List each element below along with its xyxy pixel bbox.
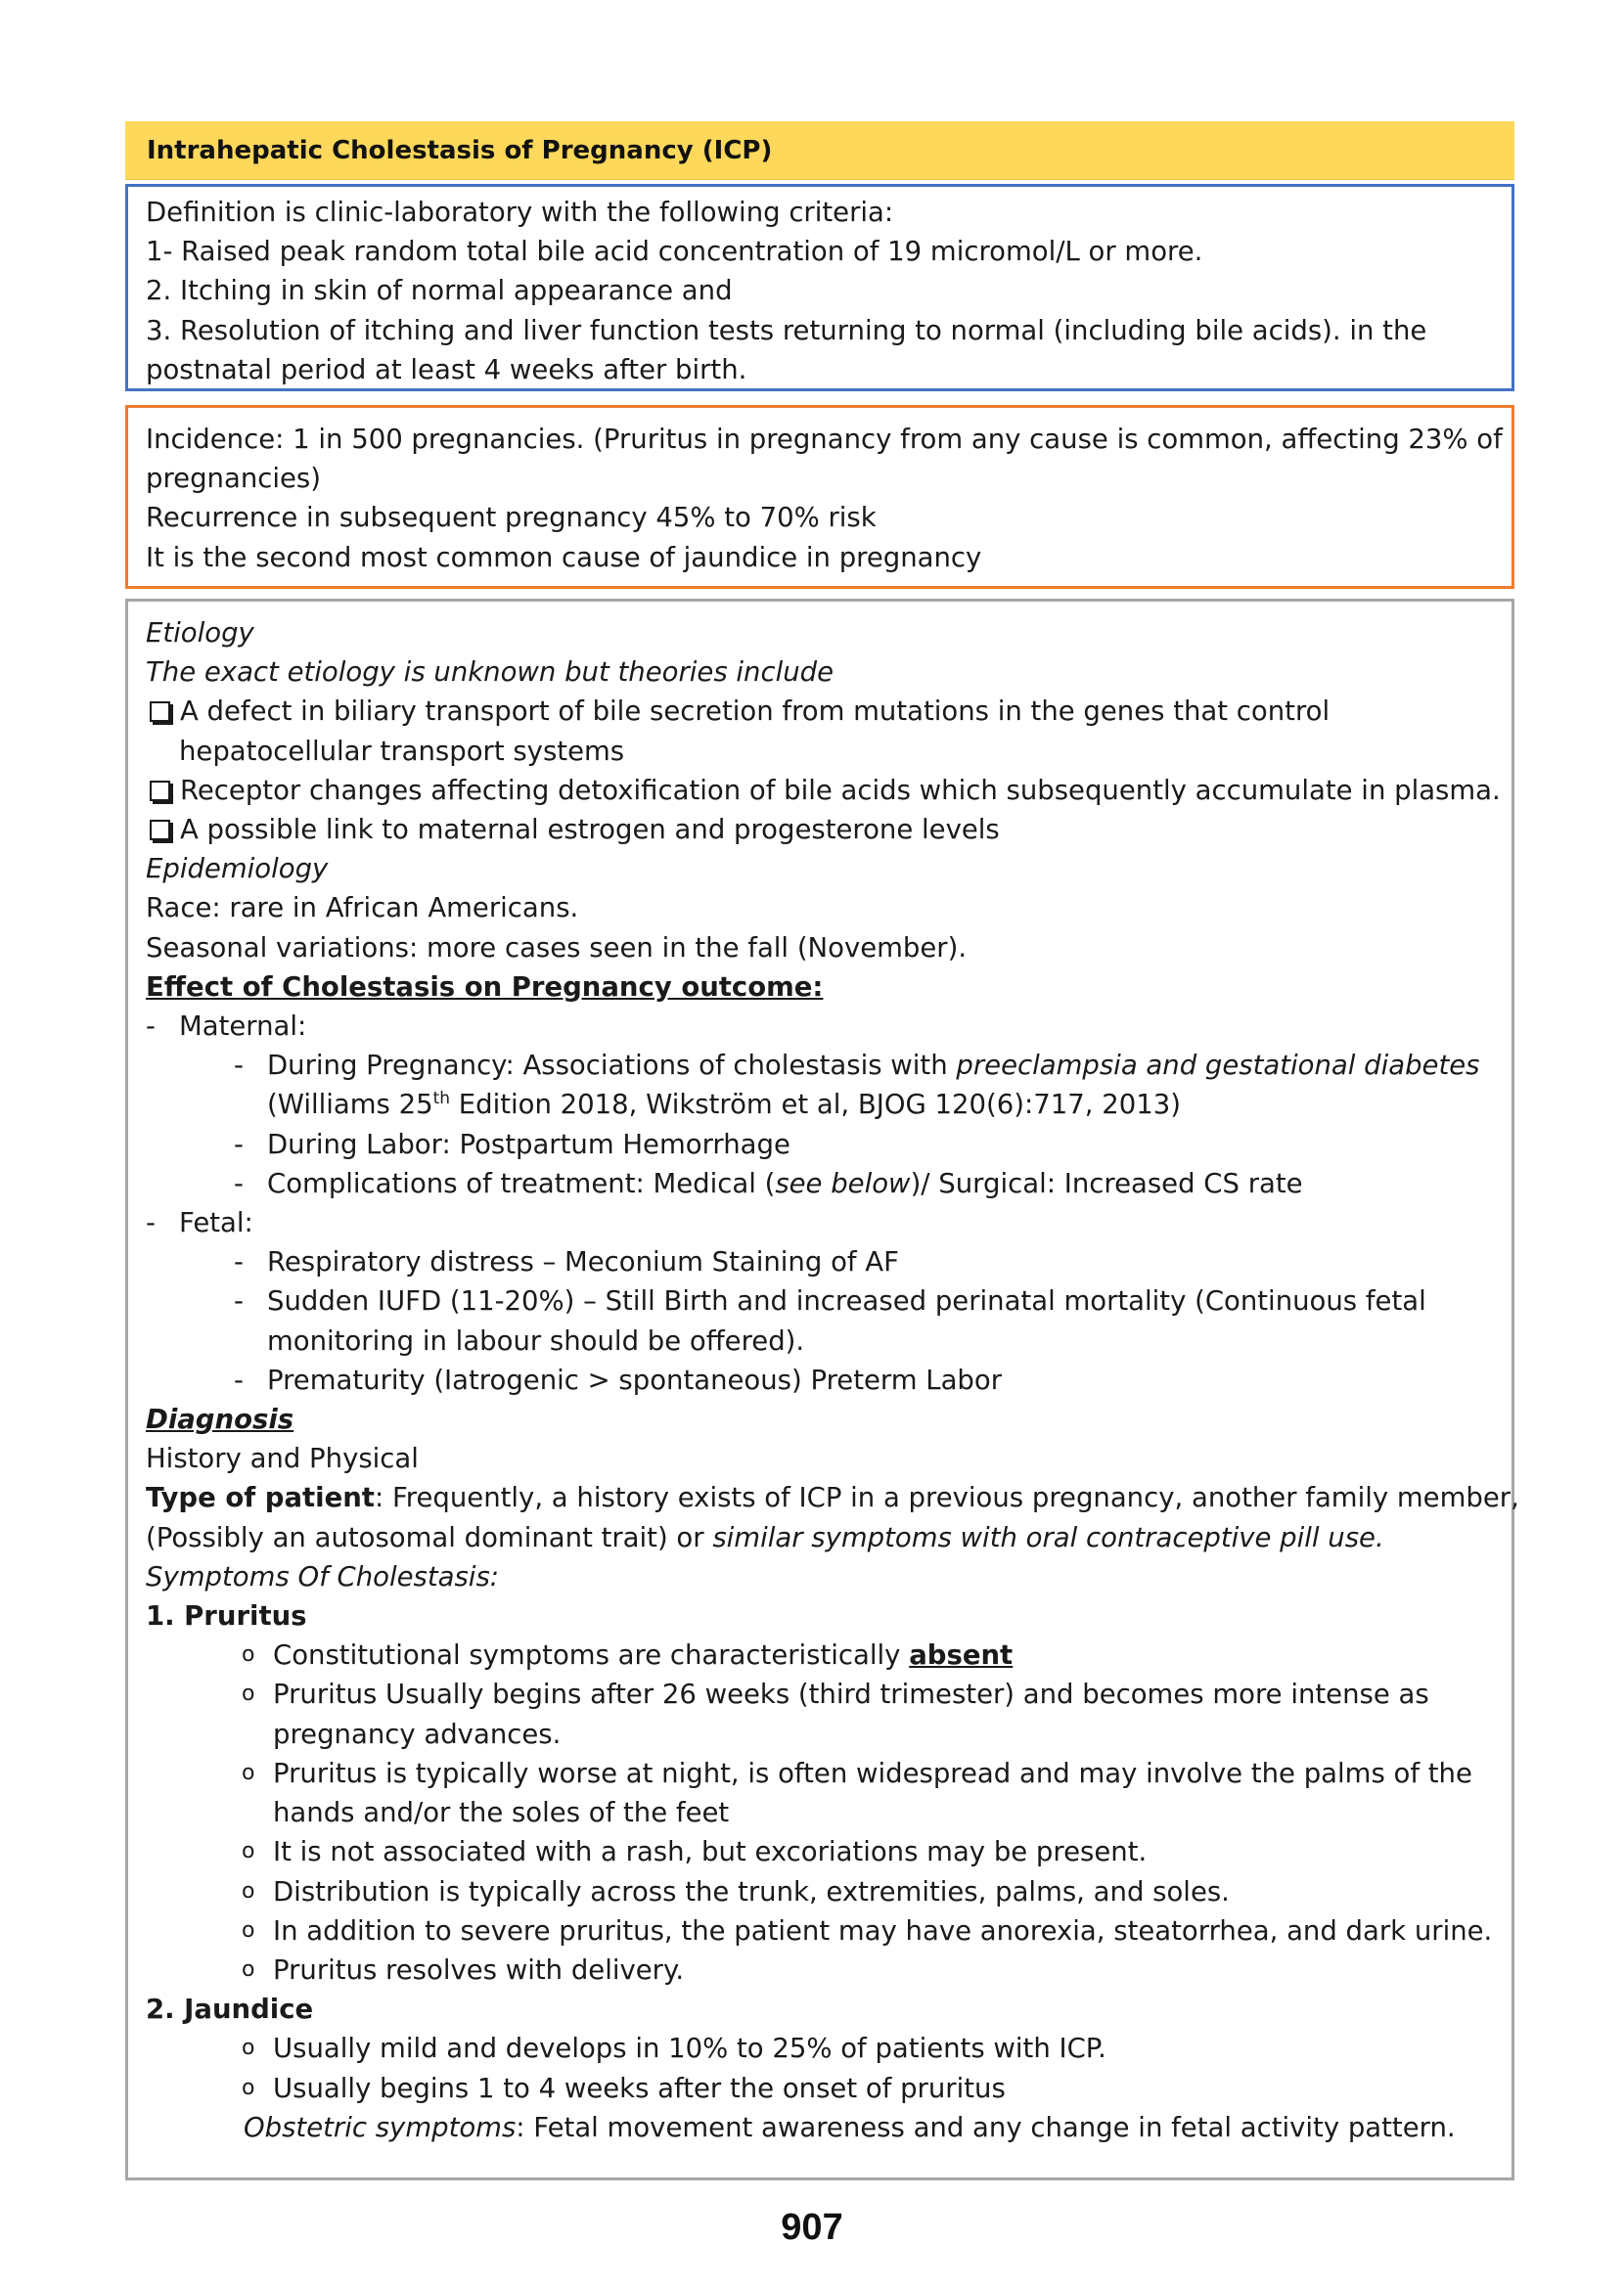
symptoms-heading: Symptoms Of Cholestasis: — [146, 1560, 500, 1593]
maternal-item-continued: (Williams 25th Edition 2018, Wikström et al, BJOG 120(6):717, 2013) — [267, 1089, 1181, 1121]
page-number: 907 — [781, 2207, 843, 2248]
jaundice-item: o Usually begins 1 to 4 weeks after the onset of pruritus — [146, 2069, 1494, 2108]
seasonal-line: Seasonal variations: more cases seen in the fall (November). — [146, 931, 968, 964]
race-line: Race: rare in African Americans. — [146, 892, 579, 924]
pruritus-item: o Pruritus Usually begins after 26 weeks (third trimester) and becomes more intense as — [146, 1675, 1494, 1714]
circle-bullet-icon: o — [242, 1917, 255, 1943]
details-box — [125, 599, 1519, 2180]
etiology-item: Receptor changes affecting detoxification of bile acids which subsequently accumulate in plasma. — [146, 771, 1494, 810]
pruritus-item: o Distribution is typically across the trunk, extremities, palms, and soles. — [146, 1872, 1494, 1911]
effect-heading: Effect of Cholestasis on Pregnancy outcome: — [146, 970, 824, 1003]
history-physical: History and Physical — [146, 1443, 419, 1475]
pruritus-item: o Pruritus resolves with delivery. — [146, 1951, 1494, 1990]
circle-bullet-icon: o — [242, 1682, 255, 1707]
maternal-label: - Maternal: — [146, 1010, 307, 1043]
pruritus-item-continued: pregnancy advances. — [273, 1718, 562, 1750]
pruritus-item: o In addition to severe pruritus, the patient may have anorexia, steatorrhea, and dark urine. — [146, 1911, 1494, 1951]
definition-line: 2. Itching in skin of normal appearance and — [146, 275, 733, 307]
obstetric-symptoms: Obstetric symptoms: Fetal movement awareness and any change in fetal activity pattern. — [244, 2111, 1456, 2143]
definition-line: 1- Raised peak random total bile acid concentration of 19 micromol/L or more. — [146, 236, 1203, 268]
maternal-item: - Complications of treatment: Medical (see below)/ Surgical: Increased CS rate — [234, 1167, 1303, 1199]
jaundice-heading: 2. Jaundice — [146, 1994, 314, 2026]
circle-bullet-icon: o — [242, 2075, 255, 2100]
circle-bullet-icon: o — [242, 1642, 255, 1668]
recurrence-line: Recurrence in subsequent pregnancy 45% to 70% risk — [146, 502, 877, 534]
fetal-item: - Sudden IUFD (11-20%) – Still Birth and increased perinatal mortality (Continuous fetal — [234, 1285, 1426, 1318]
definition-box — [125, 184, 1514, 391]
incidence-line: Incidence: 1 in 500 pregnancies. (Pruritus in pregnancy from any cause is common, affecting 23% of — [146, 424, 1503, 455]
etiology-item: A defect in biliary transport of bile secretion from mutations in the genes that control — [146, 692, 1494, 731]
pruritus-item: o Constitutional symptoms are characteristically absent — [146, 1636, 1494, 1675]
circle-bullet-icon: o — [242, 2036, 255, 2061]
fetal-label: - Fetal: — [146, 1207, 253, 1239]
epidemiology-heading: Epidemiology — [146, 853, 329, 885]
etiology-item-continued: hepatocellular transport systems — [179, 735, 625, 767]
circle-bullet-icon: o — [242, 1839, 255, 1864]
jaundice-cause-line: It is the second most common cause of jaundice in pregnancy — [146, 541, 982, 573]
etiology-heading: Etiology — [146, 617, 254, 649]
definition-line: postnatal period at least 4 weeks after birth. — [146, 353, 747, 385]
circle-bullet-icon: o — [242, 1760, 255, 1785]
pruritus-item-continued: hands and/or the soles of the feet — [273, 1797, 730, 1829]
etiology-item: A possible link to maternal estrogen and progesterone levels — [146, 810, 1494, 849]
pruritus-item: o Pruritus is typically worse at night, is often widespread and may involve the palms of the — [146, 1754, 1494, 1793]
circle-bullet-icon: o — [242, 1878, 255, 1904]
fetal-item: - Respiratory distress – Meconium Staining of AF — [234, 1246, 899, 1279]
diagnosis-heading: Diagnosis — [146, 1404, 294, 1436]
definition-line: Definition is clinic-laboratory with the following criteria: — [146, 197, 894, 228]
checkbox-icon — [150, 701, 170, 722]
maternal-item: - During Pregnancy: Associations of cholestasis with preeclampsia and gestational diabetes — [234, 1050, 1480, 1082]
etiology-intro: The exact etiology is unknown but theories include — [146, 656, 835, 689]
fetal-item: - Prematurity (Iatrogenic > spontaneous) Preterm Labor — [234, 1364, 1003, 1396]
maternal-item: - During Labor: Postpartum Hemorrhage — [234, 1128, 790, 1160]
pruritus-item: o It is not associated with a rash, but excoriations may be present. — [146, 1832, 1494, 1871]
circle-bullet-icon: o — [242, 1956, 255, 1982]
pruritus-heading: 1. Pruritus — [146, 1600, 307, 1633]
jaundice-item: o Usually mild and develops in 10% to 25% of patients with ICP. — [146, 2029, 1494, 2068]
checkbox-icon — [150, 781, 170, 801]
type-of-patient-continued: (Possibly an autosomal dominant trait) or similar symptoms with oral contraceptive pill use. — [146, 1521, 1384, 1553]
type-of-patient: Type of patient: Frequently, a history exists of ICP in a previous pregnancy, another family member, — [146, 1482, 1519, 1514]
incidence-line: pregnancies) — [146, 463, 321, 495]
checkbox-icon — [150, 820, 170, 840]
incidence-box — [125, 405, 1514, 589]
definition-line: 3. Resolution of itching and liver function tests returning to normal (including bile acids). in the — [146, 314, 1427, 346]
fetal-item-continued: monitoring in labour should be offered). — [267, 1324, 805, 1357]
section-title: Intrahepatic Cholestasis of Pregnancy (ICP) — [125, 121, 1514, 180]
page — [125, 121, 1519, 2180]
